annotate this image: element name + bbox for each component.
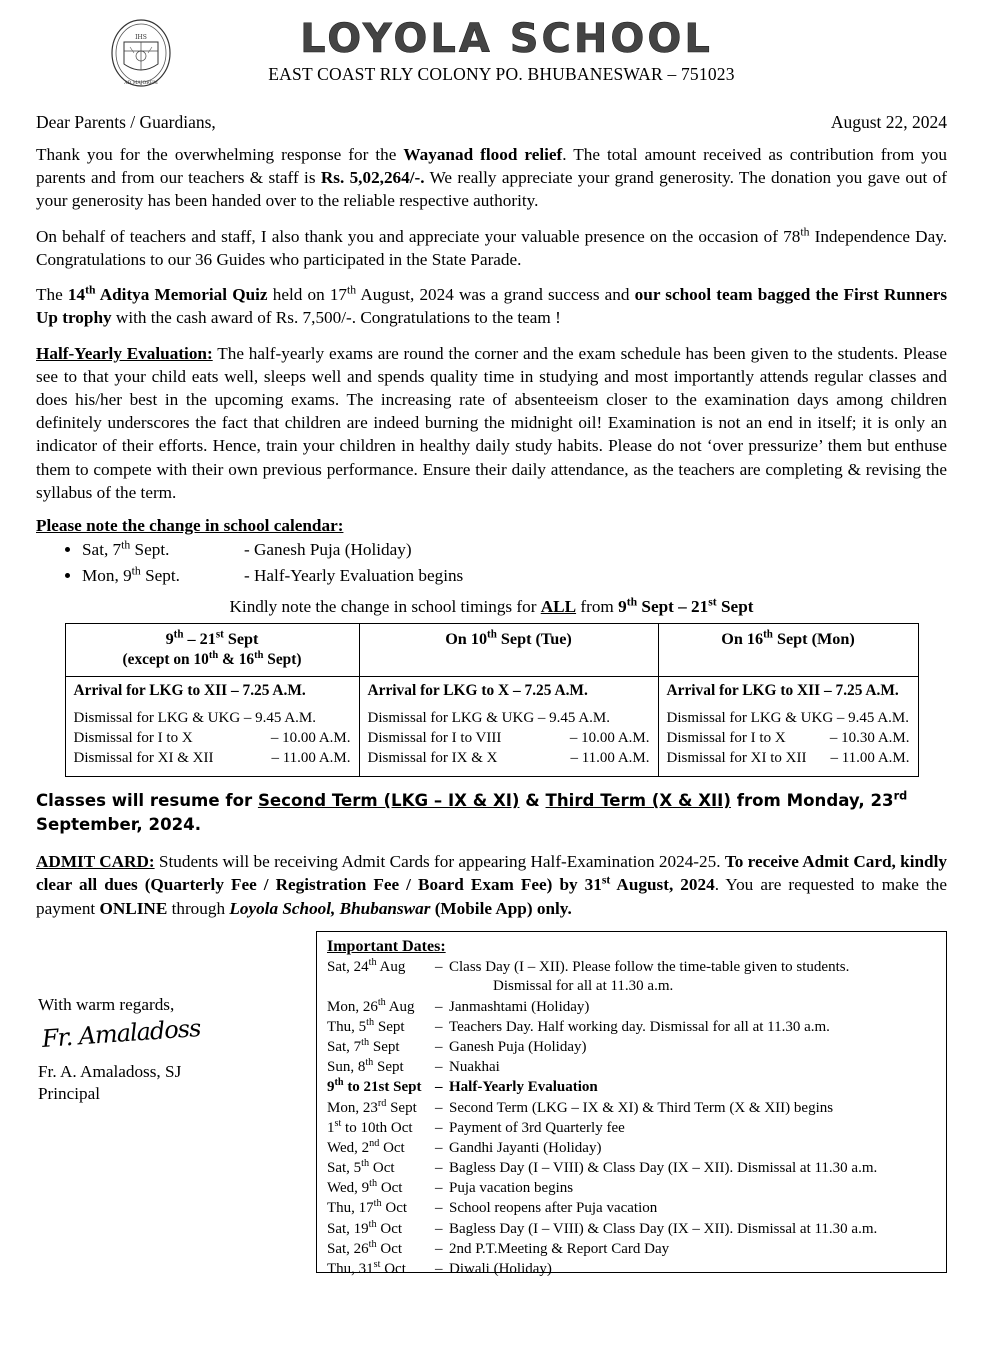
desc-cell: School reopens after Puja vacation bbox=[449, 1200, 658, 1217]
col0-dismissal-2 bbox=[74, 749, 351, 769]
paragraph-quiz bbox=[36, 283, 947, 329]
table-cell-col0 bbox=[65, 677, 359, 777]
desc-cell bbox=[449, 958, 936, 997]
classes-resume-note bbox=[36, 789, 947, 837]
p3-text-a: The bbox=[36, 285, 68, 305]
date-a: Thu, 17 bbox=[327, 1200, 374, 1217]
date-cell bbox=[327, 1199, 435, 1219]
paragraph-flood-relief bbox=[36, 143, 947, 213]
date-b: Oct bbox=[380, 1261, 406, 1278]
date-b: Aug bbox=[376, 959, 406, 976]
principal-name bbox=[38, 1061, 308, 1106]
date-cell bbox=[327, 1159, 435, 1179]
admit-sup: st bbox=[601, 873, 611, 887]
date-a: Sun, 8 bbox=[327, 1059, 366, 1076]
date-sup: th bbox=[377, 996, 386, 1008]
calendar-change-list bbox=[36, 538, 947, 589]
date-sup: th bbox=[361, 1158, 370, 1170]
table-row bbox=[327, 1037, 936, 1057]
dismissal-time bbox=[341, 709, 351, 729]
date-sup: th bbox=[366, 1016, 375, 1028]
p3-sup1: th bbox=[85, 283, 96, 297]
col0-sub-b: & 16 bbox=[218, 651, 255, 668]
letterhead bbox=[36, 14, 947, 96]
col2-head-a: On 16 bbox=[721, 629, 764, 648]
svg-text:AD MAJOREM: AD MAJOREM bbox=[124, 81, 158, 86]
p3-sup2: th bbox=[347, 283, 357, 297]
desc-cell: Half-Yearly Evaluation bbox=[449, 1079, 598, 1096]
date-a: Sat, 7 bbox=[327, 1038, 362, 1055]
col0-head-b: – 21 bbox=[183, 629, 216, 648]
table-row bbox=[327, 1199, 936, 1219]
col1-dismissal-0 bbox=[368, 709, 650, 729]
date-cell bbox=[327, 1239, 435, 1259]
bottom-section bbox=[36, 931, 947, 1278]
dash-cell: – bbox=[435, 998, 443, 1015]
date-cell bbox=[327, 1219, 435, 1239]
timings-intro-b: from bbox=[576, 596, 619, 616]
salutation: Dear Parents / Guardians, bbox=[36, 112, 216, 132]
date-cell bbox=[327, 1179, 435, 1199]
desc-cell: Puja vacation begins bbox=[449, 1180, 574, 1197]
dash-cell: – bbox=[435, 1119, 443, 1136]
admit-t3: August, 2024 bbox=[610, 875, 715, 895]
date-sup: nd bbox=[369, 1137, 380, 1149]
dismissal-label: Dismissal for XI to XII bbox=[666, 749, 807, 766]
desc-cell: Nuakhai bbox=[449, 1059, 500, 1076]
desc-cell: Bagless Day (I – VIII) & Class Day (IX – XII). Dismissal at 11.30 a.m. bbox=[449, 1160, 878, 1177]
date-a: Sat, 26 bbox=[327, 1240, 369, 1257]
col2-head-sup1: th bbox=[763, 628, 773, 641]
calendar-item-desc: - Ganesh Puja (Holiday) bbox=[244, 540, 412, 560]
date-b: to 21st Sept bbox=[343, 1079, 422, 1096]
half-yearly-text: The half-yearly exams are round the corner and the exam schedule has been given to the students. Please see to that your child eats well, sleeps well and spends quality time in studying and most importantly attends regular classes and does his/her best in the upcoming exams. The increasing rate of absenteeism closer to the examination days among children definitely underscores the fact that children are indeed burning the midnight oil! Examination is not an end in itself; it is only an indicator of their efforts. Hence, train your children in healthy daily study habits. Please do not ‘over pressurize’ them but enthuse them to compete with their own previous performance. Ensure their daily attendance, as the teachers are completing & revising the syllabus of the term. bbox=[36, 343, 947, 502]
important-dates-table bbox=[327, 958, 936, 1280]
p1-text-e: We really appreciate your grand generosity. The donation you gave out of your generosity has been handed over to the reliable respective authority. bbox=[36, 168, 947, 211]
resume-c: & bbox=[519, 791, 546, 811]
calendar-change-title: Please note the change in school calendar: bbox=[36, 516, 344, 536]
date-sup: th bbox=[369, 1178, 378, 1190]
date-a: Wed, 2 bbox=[327, 1139, 370, 1156]
date-a: Wed, 9 bbox=[327, 1180, 370, 1197]
resume-a: Classes will resume for bbox=[36, 791, 258, 811]
desc-text: Class Day (I – XII). Please follow the time-table given to students. bbox=[449, 959, 850, 976]
date-b: Oct bbox=[376, 1240, 403, 1257]
table-row bbox=[327, 1138, 936, 1158]
p1-text-d: Rs. 5,02,264/-. bbox=[320, 168, 425, 188]
desc-cell: Bagless Day (I – VIII) & Class Day (IX – XII). Dismissal at 11.30 a.m. bbox=[449, 1220, 878, 1237]
date-cell bbox=[327, 1037, 435, 1057]
p3-text-c: Aditya Memorial Quiz bbox=[95, 285, 268, 305]
svg-text:IHS: IHS bbox=[135, 34, 147, 41]
school-address: EAST COAST RLY COLONY PO. BHUBANESWAR – 751023 bbox=[268, 64, 735, 84]
timings-intro-all: ALL bbox=[540, 596, 577, 616]
dash-cell: – bbox=[435, 959, 443, 976]
col0-dismissal-0 bbox=[74, 709, 351, 729]
cal-date-a: Mon, 9 bbox=[82, 566, 132, 585]
table-row bbox=[327, 1058, 936, 1078]
date-cell bbox=[327, 1058, 435, 1078]
resume-d: Third Term (X & XII) bbox=[545, 791, 731, 811]
admit-t8: (Mobile App) only. bbox=[430, 898, 572, 918]
p3-text-d: held on 17 bbox=[267, 285, 348, 305]
table-header-cell bbox=[65, 623, 359, 676]
admit-t7: Loyola School, Bhubanswar bbox=[229, 898, 431, 918]
dismissal-label: Dismissal for I to X bbox=[666, 729, 786, 746]
important-dates-title: Important Dates: bbox=[327, 937, 446, 955]
school-name: LOYOLA SCHOOL bbox=[300, 16, 713, 62]
table-row bbox=[327, 1219, 936, 1239]
date-b: Sept bbox=[374, 1018, 405, 1035]
resume-sup: rd bbox=[893, 789, 908, 803]
dash-cell: – bbox=[435, 1261, 443, 1278]
date-a: 1 bbox=[327, 1119, 335, 1136]
col0-head-sup2: st bbox=[215, 628, 224, 641]
p1-text-a: Thank you for the overwhelming response for the bbox=[36, 145, 404, 164]
col1-dismissal-2 bbox=[368, 749, 650, 769]
dismissal-label: Dismissal for LKG & UKG – 9.45 A.M. bbox=[666, 710, 909, 727]
calendar-item-desc: - Half-Yearly Evaluation begins bbox=[244, 566, 464, 585]
timings-intro-a: Kindly note the change in school timings for bbox=[229, 596, 541, 616]
school-crest-icon bbox=[110, 18, 172, 88]
col2-dismissal-1 bbox=[667, 729, 910, 749]
table-row bbox=[327, 1078, 936, 1098]
admit-label: ADMIT CARD: bbox=[36, 851, 155, 871]
dismissal-label: Dismissal for XI & XII bbox=[73, 749, 214, 766]
date-b: Oct bbox=[377, 1180, 403, 1197]
table-cell-col1 bbox=[359, 677, 658, 777]
col0-arrival: Arrival for LKG to XII – 7.25 A.M. bbox=[73, 682, 306, 700]
date-a: 9 bbox=[327, 1079, 335, 1096]
resume-e: from Monday, 23 bbox=[730, 791, 894, 811]
date-sup: th bbox=[373, 1198, 382, 1210]
col0-dismissal-1 bbox=[74, 729, 351, 749]
desc-cell: Second Term (LKG – IX & XI) & Third Term (X & XII) begins bbox=[449, 1099, 834, 1116]
col0-sub-sup1: th bbox=[208, 649, 219, 661]
table-row bbox=[327, 1118, 936, 1138]
date-sup: th bbox=[334, 1077, 344, 1089]
date-sup: th bbox=[368, 957, 377, 969]
dismissal-label: Dismissal for IX & X bbox=[367, 749, 498, 766]
cal-date-a: Sat, 7 bbox=[82, 540, 122, 560]
table-header-cell bbox=[359, 623, 658, 676]
date-b: Aug bbox=[385, 998, 415, 1015]
col1-head-a: On 10 bbox=[445, 629, 488, 648]
resume-f: September, 2024. bbox=[36, 815, 202, 835]
date-b: Oct bbox=[376, 1220, 403, 1237]
date-cell bbox=[327, 958, 435, 997]
col1-head-sup1: th bbox=[487, 628, 497, 641]
dash-cell: – bbox=[435, 1240, 443, 1257]
admit-t6: through bbox=[167, 898, 230, 918]
date-a: Sat, 24 bbox=[327, 959, 369, 976]
col2-dismissal-0 bbox=[667, 709, 910, 729]
table-row bbox=[327, 1179, 936, 1199]
paragraph-admit-card bbox=[36, 850, 947, 921]
col0-sub-c: Sept) bbox=[263, 651, 302, 668]
dismissal-time: – 10.30 A.M. bbox=[829, 729, 910, 746]
desc-cell: Ganesh Puja (Holiday) bbox=[449, 1038, 587, 1055]
paragraph-half-yearly-evaluation bbox=[36, 342, 947, 505]
cal-date-sup: th bbox=[131, 564, 141, 578]
paragraph-independence-day bbox=[36, 225, 947, 271]
date-b: Sept bbox=[386, 1099, 417, 1116]
important-dates-box bbox=[316, 931, 947, 1278]
school-timings-table bbox=[65, 623, 919, 777]
calendar-item-date bbox=[82, 564, 244, 589]
date-b: Oct bbox=[379, 1139, 405, 1156]
date-b: to 10th Oct bbox=[341, 1119, 413, 1136]
admit-t4: . You are requested to make the payment bbox=[36, 875, 947, 918]
date-b: Sept bbox=[369, 1038, 400, 1055]
col0-head-sup1: th bbox=[173, 628, 184, 641]
table-header-cell bbox=[658, 623, 918, 676]
half-yearly-label: Half-Yearly Evaluation: bbox=[36, 343, 213, 363]
principal-full-name: Fr. A. Amaladoss, SJ bbox=[38, 1061, 182, 1081]
list-item bbox=[82, 564, 947, 589]
col2-dismissal-2 bbox=[667, 749, 910, 769]
desc-cell: Gandhi Jayanti (Holiday) bbox=[449, 1139, 602, 1156]
cal-date-b: Sept. bbox=[130, 540, 170, 560]
dash-cell: – bbox=[435, 1038, 443, 1055]
resume-b: Second Term (LKG – IX & XI) bbox=[257, 791, 520, 811]
date-sup: th bbox=[365, 1057, 374, 1069]
dash-cell: – bbox=[435, 1139, 443, 1156]
p1-text-c: . The total amount received as contribution from you parents and from our teachers & staff is bbox=[36, 145, 947, 188]
date-sup: st bbox=[373, 1259, 381, 1271]
desc-cell: Janmashtami (Holiday) bbox=[449, 998, 590, 1015]
calendar-item-date bbox=[82, 538, 244, 563]
regards-line: With warm regards, bbox=[38, 994, 175, 1014]
dash-cell: – bbox=[435, 1099, 443, 1116]
table-row bbox=[327, 958, 936, 997]
date-a: Thu, 31 bbox=[327, 1261, 374, 1278]
dash-cell: – bbox=[435, 1160, 443, 1177]
principal-designation: Principal bbox=[38, 1084, 101, 1104]
col1-dismissal-1 bbox=[368, 729, 650, 749]
desc-cell: Teachers Day. Half working day. Dismissal for all at 11.30 a.m. bbox=[449, 1018, 830, 1035]
date-cell bbox=[327, 1118, 435, 1138]
dash-cell: – bbox=[435, 1200, 443, 1217]
desc-cell: Payment of 3rd Quarterly fee bbox=[449, 1119, 625, 1136]
col0-head-a: 9 bbox=[165, 629, 174, 648]
timings-intro-sup1: th bbox=[626, 595, 638, 609]
p1-text-b: Wayanad flood relief bbox=[403, 145, 563, 164]
cal-date-b: Sept. bbox=[140, 566, 180, 585]
table-row bbox=[327, 1239, 936, 1259]
p3-text-f: our school team bagged the First Runners Up trophy bbox=[36, 285, 948, 328]
table-row bbox=[327, 1260, 936, 1280]
p2-sup: th bbox=[800, 224, 810, 238]
p2-text-b: Independence Day. Congratulations to our 36 Guides who participated in the State Parade. bbox=[36, 226, 947, 269]
desc-note: Dismissal for all at 11.30 a.m. bbox=[493, 978, 674, 995]
desc-cell: 2nd P.T.Meeting & Report Card Day bbox=[449, 1240, 670, 1257]
dash-cell: – bbox=[435, 1018, 443, 1035]
dismissal-time: – 11.00 A.M. bbox=[271, 749, 351, 766]
date-b: Oct bbox=[369, 1160, 395, 1177]
p3-text-e: August, 2024 was a grand success and bbox=[356, 285, 635, 305]
col0-sub-sup2: th bbox=[254, 649, 264, 661]
dash-cell: – bbox=[435, 1079, 443, 1096]
table-body-row bbox=[65, 677, 918, 777]
table-row bbox=[327, 1017, 936, 1037]
p2-text-a: On behalf of teachers and staff, I also thank you and appreciate your valuable presence on the occasion of 78 bbox=[36, 226, 801, 246]
date-sup: th bbox=[361, 1036, 370, 1048]
dash-cell: – bbox=[435, 1180, 443, 1197]
date-a: Mon, 26 bbox=[327, 998, 378, 1015]
table-row bbox=[327, 1098, 936, 1118]
date-sup: th bbox=[368, 1238, 377, 1250]
dismissal-time: – 11.00 A.M. bbox=[570, 749, 650, 766]
dismissal-label: Dismissal for LKG & UKG – 9.45 A.M. bbox=[367, 710, 610, 727]
date-sup: st bbox=[334, 1117, 342, 1129]
timings-intro-d: Sept – 21 bbox=[637, 596, 709, 616]
dismissal-label: Dismissal for I to X bbox=[73, 729, 193, 746]
salutation-row bbox=[36, 112, 947, 133]
dismissal-label: Dismissal for I to VIII bbox=[367, 729, 502, 746]
table-row bbox=[327, 1159, 936, 1179]
list-item bbox=[82, 538, 947, 563]
dismissal-time: – 10.00 A.M. bbox=[270, 729, 351, 746]
admit-t1: Students will be receiving Admit Cards for appearing Half-Examination 2024-25. bbox=[154, 851, 725, 871]
date-b: Sept bbox=[373, 1059, 404, 1076]
dash-cell: – bbox=[435, 1220, 443, 1237]
p3-text-g: with the cash award of Rs. 7,500/-. Congratulations to the team ! bbox=[111, 308, 561, 328]
date-sup: rd bbox=[377, 1097, 387, 1109]
admit-t5: ONLINE bbox=[99, 898, 168, 918]
desc-cell: Diwali (Holiday) bbox=[449, 1261, 552, 1278]
date-cell bbox=[327, 1138, 435, 1158]
table-header-row bbox=[65, 623, 918, 676]
dismissal-time bbox=[909, 709, 919, 729]
date-cell bbox=[327, 1078, 435, 1098]
date-sup: th bbox=[368, 1218, 377, 1230]
dismissal-time: – 11.00 A.M. bbox=[830, 749, 910, 766]
timings-intro-sup2: st bbox=[708, 595, 717, 609]
col0-subhead bbox=[70, 650, 355, 670]
col0-head-c: Sept bbox=[223, 629, 259, 648]
dismissal-time: – 10.00 A.M. bbox=[569, 729, 650, 746]
date-b: Oct bbox=[381, 1200, 408, 1217]
table-cell-col2 bbox=[658, 677, 918, 777]
date-a: Mon, 23 bbox=[327, 1099, 378, 1116]
date-a: Sat, 19 bbox=[327, 1220, 369, 1237]
admit-t2: To receive Admit Card, kindly clear all dues (Quarterly Fee / Registration Fee / Board Exam Fee) by 31 bbox=[36, 851, 947, 895]
timings-intro bbox=[36, 597, 947, 617]
dismissal-time bbox=[640, 709, 650, 729]
date-cell bbox=[327, 1098, 435, 1118]
date-cell bbox=[327, 997, 435, 1017]
dash-cell: – bbox=[435, 1059, 443, 1076]
col2-arrival: Arrival for LKG to XII – 7.25 A.M. bbox=[666, 682, 899, 700]
col2-head-b: Sept (Mon) bbox=[772, 629, 855, 648]
date-cell bbox=[327, 1017, 435, 1037]
col1-head-b: Sept (Tue) bbox=[496, 629, 572, 648]
p3-text-b: 14 bbox=[67, 285, 86, 305]
handwritten-signature: Fr. Amaladoss bbox=[41, 1013, 202, 1053]
date-a: Thu, 5 bbox=[327, 1018, 367, 1035]
letter-date: August 22, 2024 bbox=[830, 112, 947, 132]
cal-date-sup: th bbox=[121, 538, 131, 552]
timings-intro-e: Sept bbox=[716, 596, 754, 616]
signature-block bbox=[36, 931, 308, 1273]
col0-sub-a: (except on 10 bbox=[122, 651, 209, 668]
date-a: Sat, 5 bbox=[327, 1160, 362, 1177]
dismissal-label: Dismissal for LKG & UKG – 9.45 A.M. bbox=[73, 710, 316, 727]
date-cell bbox=[327, 1260, 435, 1280]
table-row bbox=[327, 997, 936, 1017]
col1-arrival: Arrival for LKG to X – 7.25 A.M. bbox=[367, 682, 588, 700]
timings-intro-c: 9 bbox=[618, 596, 627, 616]
